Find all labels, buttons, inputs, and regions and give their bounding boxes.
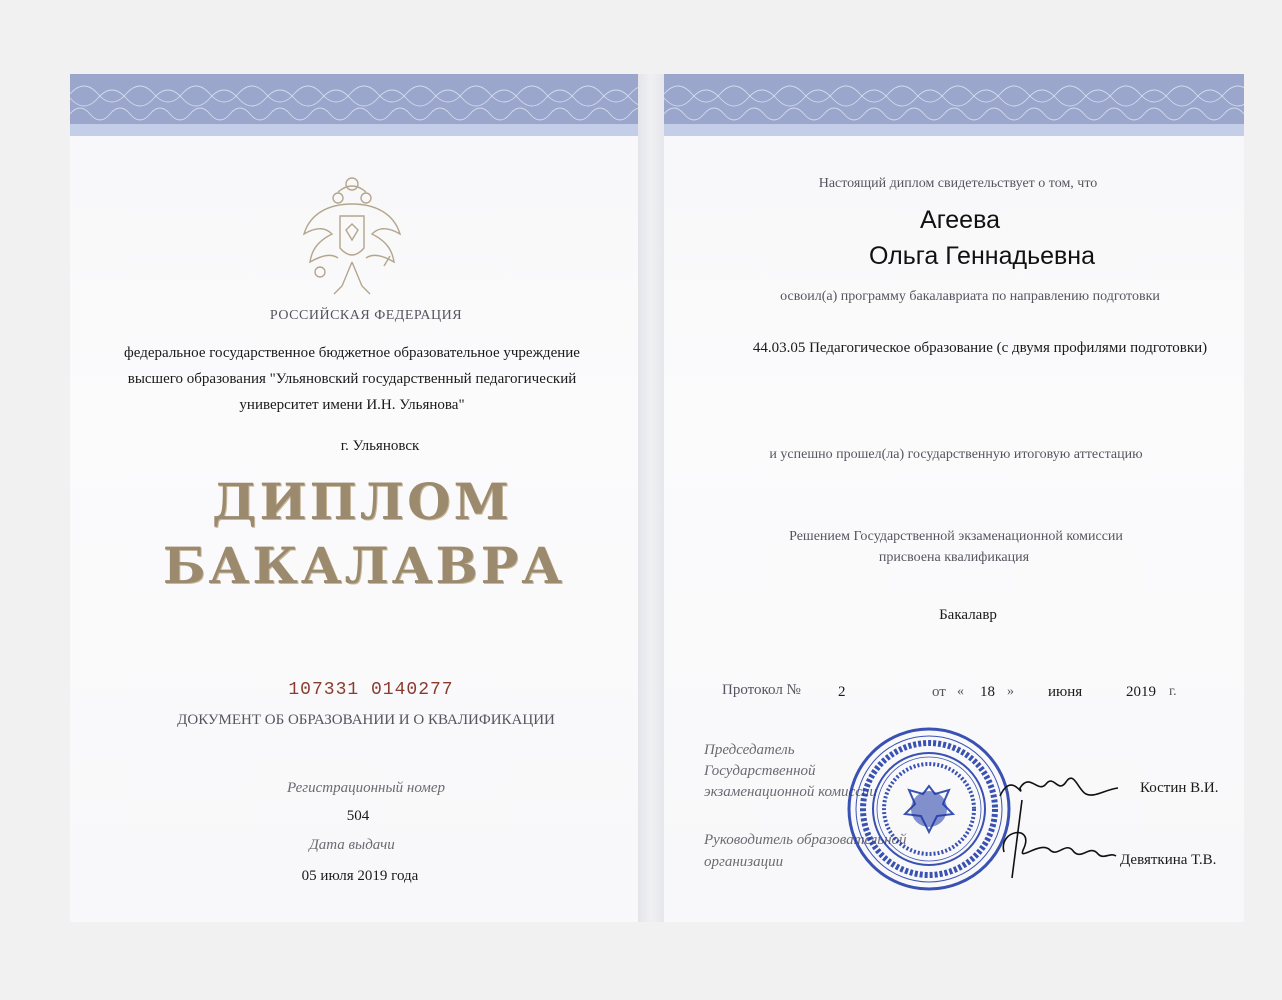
head-label-1: Руководитель образовательной [704,832,907,848]
quote-close: » [1007,684,1014,699]
registration-number-label: Регистрационный номер [286,780,446,796]
chair-label-2: Государственной [704,763,816,779]
document-type: ДОКУМЕНТ ОБ ОБРАЗОВАНИИ И О КВАЛИФИКАЦИИ [177,712,555,728]
issue-date-label: Дата выдачи [309,837,395,853]
serial-number: 107331 0140277 [288,680,454,700]
quote-open: « [957,684,964,699]
issue-date: 05 июля 2019 года [301,868,419,884]
city: г. Ульяновск [340,438,420,454]
diploma-cover-page [70,74,638,922]
registration-number: 504 [346,808,370,824]
protocol-year: 2019 [1126,684,1156,700]
institution-line-1: федеральное государственное бюджетное образовательное учреждение [124,345,580,361]
graduate-given-names: Ольга Геннадьевна [869,242,1095,270]
program-name: 44.03.05 Педагогическое образование (с двумя профилями подготовки) [752,340,1208,356]
commission-decision-line-1: Решением Государственной экзаменационной комиссии [789,529,1123,544]
intro-text: Настоящий диплом свидетельствует о том, что [818,176,1098,191]
guilloche-band [70,74,638,136]
program-text: освоил(а) программу бакалавриата по направлению подготовки [780,289,1160,304]
protocol-number: 2 [838,684,846,700]
year-suffix: г. [1169,684,1177,699]
guilloche-band [664,74,1244,136]
diploma-title-line-1: ДИПЛОМ [211,472,513,531]
chair-label-1: Председатель [704,742,795,758]
head-name: Девяткина Т.В. [1120,852,1217,868]
diploma-title-line-2: БАКАЛАВРА [162,536,566,595]
protocol-month: июня [1048,684,1083,700]
protocol-label: Протокол № [722,682,801,698]
graduate-surname: Агеева [920,206,1000,234]
chair-label-3: экзаменационной комиссии [704,784,877,800]
commission-decision-line-2: присвоена квалификация [878,550,1030,565]
round-seal-icon [844,724,1014,894]
double-headed-eagle-icon [298,174,406,298]
country-name: РОССИЙСКАЯ ФЕДЕРАЦИЯ [269,308,463,323]
institution-line-2: высшего образования "Ульяновский государственный педагогический [127,371,577,387]
protocol-from: от [932,684,946,700]
head-label-2: организации [704,854,784,870]
qualification: Бакалавр [939,607,997,623]
signature-icon [994,760,1124,880]
diploma-info-page [664,74,1244,922]
protocol-day: 18 [980,684,995,700]
attestation-text: и успешно прошел(ла) государственную итоговую аттестацию [769,447,1143,462]
institution-line-3: университет имени И.Н. Ульянова" [239,397,465,413]
center-fold [638,74,664,922]
chair-name: Костин В.И. [1140,780,1219,796]
